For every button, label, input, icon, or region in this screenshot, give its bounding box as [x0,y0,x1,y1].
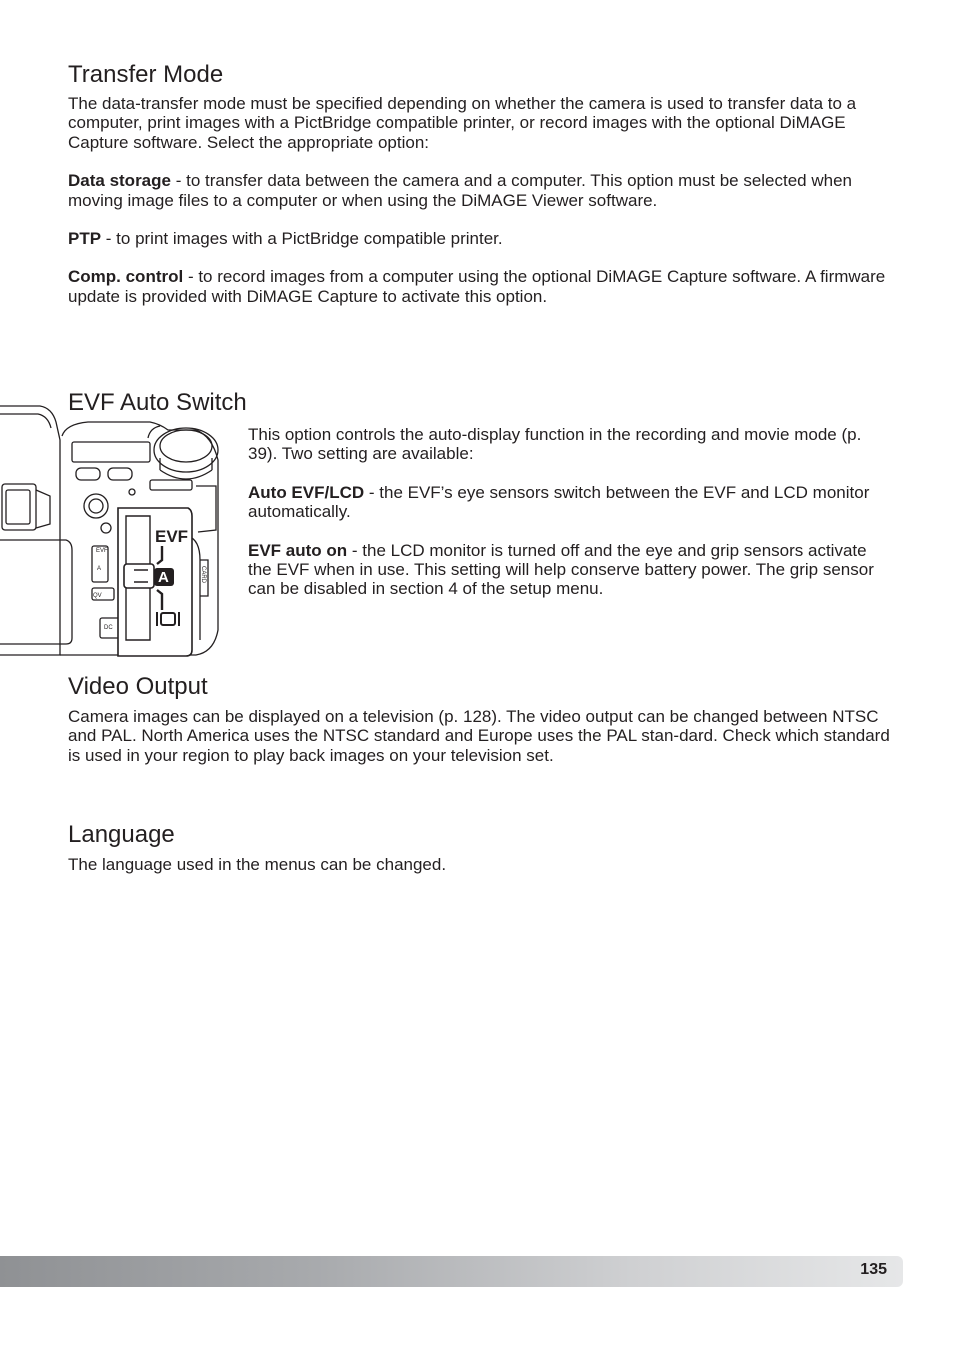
option-evf-auto-on [248,541,888,599]
switch-label-auto: A [158,569,169,586]
lcd-monitor [0,540,72,644]
option-desc: - the LCD monitor is turned off and the eye and grip sensors activate the EVF when in use. This setting will help conserve battery power. The grip sensor can be disabled in section 4 of the setup menu. [248,540,874,599]
camera-label-dc: DC [104,625,113,631]
option-desc: - to record images from a computer using the optional DiMAGE Capture software. A firmware update is provided with DiMAGE Capture to activate this option. [68,267,886,306]
camera-evf-switch-illustration [0,400,232,660]
transfer-mode-intro: The data-transfer mode must be specified depending on whether the camera is used to transfer data to a computer, print images with a PictBridge compatible printer, or record images with the optional DiMAGE Capture software. Select the appropriate option: [68,94,857,152]
option-term: Comp. control [68,267,184,287]
camera-button [108,468,132,480]
option-term: EVF auto on [248,540,348,560]
power-switch [84,494,108,518]
camera-label-qv: QV [93,593,102,599]
option-data-storage [68,171,898,210]
camera-label-card: CARD [200,566,206,584]
language-section [68,821,898,874]
switch-label-evf: EVF [155,527,189,546]
option-term: PTP [68,229,102,249]
video-output-heading: Video Output [68,673,208,700]
evf-intro: This option controls the auto-display function in the recording and movie mode (p. 39). Two setting are available: [248,425,862,464]
evf-lcd-switch [118,508,192,656]
eyepiece [2,484,36,530]
camera-label-evf: EVF [96,548,108,554]
language-heading: Language [68,821,175,848]
option-desc: - to transfer data between the camera and a computer. This option must be selected when moving image files to a computer or when using the DiMAGE Viewer software. [68,171,853,210]
evf-auto-switch-body [248,425,888,618]
option-comp-control [68,267,898,306]
video-output-section [68,673,898,765]
transfer-mode-heading: Transfer Mode [68,61,224,88]
transfer-mode-section [68,61,898,325]
top-display [72,442,150,462]
video-output-body: Camera images can be displayed on a television (p. 128). The video output can be changed between NTSC and PAL. North America uses the NTSC standard and Europe uses the PAL stan-dard. Check which standard is used in your region to play back images on your television set. [68,707,890,765]
camera-button [76,468,100,480]
option-term: Data storage [68,171,171,191]
camera-label-a: A [97,566,102,572]
option-auto-evf-lcd [248,483,888,522]
switch-lever [124,564,154,588]
evf-auto-switch-heading: EVF Auto Switch [68,389,247,416]
language-body: The language used in the menus can be changed. [68,855,447,874]
mode-dial [154,428,218,472]
option-desc: - the EVF’s eye sensors switch between the EVF and LCD monitor automatically. [248,482,870,522]
footer-bar [0,1256,903,1287]
option-term: Auto EVF/LCD [248,482,365,502]
page-number: 135 [860,1261,887,1278]
option-desc: - to print images with a PictBridge compatible printer. [101,229,503,249]
option-ptp [68,229,898,248]
